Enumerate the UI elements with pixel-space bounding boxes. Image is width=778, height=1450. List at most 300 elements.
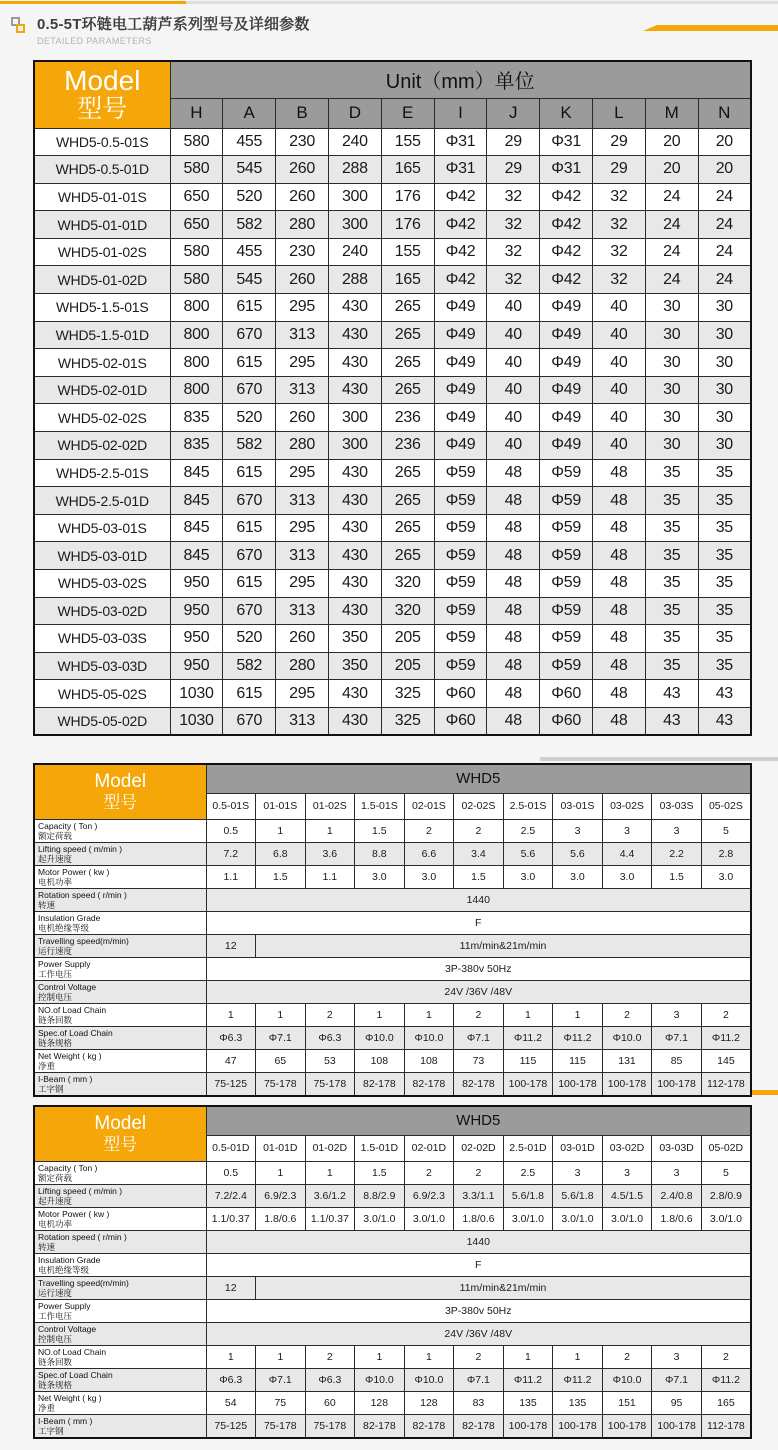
spec-cell: 3.4 <box>454 842 504 865</box>
dimension-cell: 35 <box>698 514 751 542</box>
dimension-cell: 35 <box>645 625 698 653</box>
page-title: 0.5-5T环链电工葫芦系列型号及详细参数 <box>37 16 310 33</box>
dimension-cell: 35 <box>698 459 751 487</box>
page-subtitle: DETAILED PARAMETERS <box>37 36 152 46</box>
spec-cell: 1.5 <box>652 865 702 888</box>
spec-cell: 0.5 <box>206 819 256 842</box>
spec-cell: 3.0 <box>503 865 553 888</box>
dimension-cell: 835 <box>170 432 223 460</box>
spec-cell: 100-178 <box>553 1072 603 1096</box>
dimension-cell: 40 <box>593 404 646 432</box>
dimension-column-header: M <box>645 98 698 128</box>
spec-row <box>34 1299 751 1322</box>
dimension-cell: 32 <box>593 266 646 294</box>
dimension-row <box>34 459 751 487</box>
model-cell: WHD5-01-02S <box>34 238 170 266</box>
spec-cell: 53 <box>305 1049 355 1072</box>
dimension-cell: 520 <box>223 183 276 211</box>
dimension-cell: 40 <box>487 349 540 377</box>
dimension-row <box>34 183 751 211</box>
spec-cell: 1 <box>256 819 306 842</box>
spec-cell: Φ10.0 <box>355 1368 405 1391</box>
dimension-cell: 48 <box>593 680 646 708</box>
dimension-cell: 48 <box>487 459 540 487</box>
dimension-column-header: I <box>434 98 487 128</box>
spec-cell: 151 <box>602 1391 652 1414</box>
spec-cell: Φ6.3 <box>305 1368 355 1391</box>
series-header-cell: WHD5 <box>206 764 751 793</box>
spec-cell: 128 <box>404 1391 454 1414</box>
spec-cell: Φ11.2 <box>553 1368 603 1391</box>
spec-cell: 5.6/1.8 <box>553 1184 603 1207</box>
spec-label-en: Capacity ( Ton ) <box>38 1162 98 1173</box>
dimension-cell: 580 <box>170 156 223 184</box>
dimension-cell: 24 <box>698 183 751 211</box>
spec-cell: 7.2 <box>206 842 256 865</box>
dimension-cell: 35 <box>645 652 698 680</box>
spec-cell: Φ7.1 <box>256 1368 306 1391</box>
spec-cell: 2.5 <box>503 1161 553 1184</box>
spec-cell: 73 <box>454 1049 504 1072</box>
dimension-column-header: K <box>540 98 593 128</box>
dimension-cell: 320 <box>381 597 434 625</box>
spec-label-en: Net Weight ( kg ) <box>38 1392 102 1403</box>
dimension-cell: 32 <box>487 211 540 239</box>
dimension-cell: Φ60 <box>434 680 487 708</box>
dimension-row <box>34 680 751 708</box>
dimension-cell: 670 <box>223 707 276 735</box>
dimension-cell: 313 <box>276 707 329 735</box>
spec-cell: 82-178 <box>454 1072 504 1096</box>
spec-row-label <box>34 1276 206 1299</box>
dimension-cell: 48 <box>593 625 646 653</box>
model-cell: WHD5-02-01S <box>34 349 170 377</box>
model-header-en: Model <box>64 64 141 96</box>
dimension-cell: 430 <box>328 570 381 598</box>
dimension-cell: Φ42 <box>434 238 487 266</box>
spec-cell: 7.2/2.4 <box>206 1184 256 1207</box>
dimension-cell: 48 <box>487 625 540 653</box>
model-cell: WHD5-02-01D <box>34 376 170 404</box>
dimension-cell: 35 <box>698 652 751 680</box>
dimension-cell: 35 <box>645 487 698 515</box>
spec-column-header: 1.5-01D <box>355 1135 405 1161</box>
spec-merged-cell: 3P-380v 50Hz <box>206 957 751 980</box>
spec-row-label <box>34 980 206 1003</box>
spec-column-header: 02-01S <box>404 793 454 819</box>
spec-cell: 3 <box>553 1161 603 1184</box>
dimension-cell: 43 <box>698 680 751 708</box>
spec-cell: 2.8 <box>701 842 751 865</box>
dimension-cell: 20 <box>698 156 751 184</box>
spec-column-header: 02-01D <box>404 1135 454 1161</box>
dimension-cell: 580 <box>170 128 223 156</box>
dimension-cell: 300 <box>328 183 381 211</box>
dimension-cell: Φ31 <box>434 128 487 156</box>
spec-row <box>34 1368 751 1391</box>
spec-cell: 2 <box>404 1161 454 1184</box>
spec-cell: 108 <box>355 1049 405 1072</box>
spec-cell: Φ10.0 <box>404 1368 454 1391</box>
dimension-cell: Φ59 <box>434 597 487 625</box>
spec-label-cn: 运行速度 <box>38 1287 73 1298</box>
spec-column-header: 05-02S <box>701 793 751 819</box>
dimension-cell: 48 <box>593 570 646 598</box>
spec-label-cn: 运行速度 <box>38 945 73 956</box>
model-cell: WHD5-05-02D <box>34 707 170 735</box>
spec-cell: Φ6.3 <box>305 1026 355 1049</box>
dimension-cell: Φ59 <box>434 487 487 515</box>
spec-cell: Φ7.1 <box>652 1026 702 1049</box>
spec-cell: 75-178 <box>256 1072 306 1096</box>
model-cell: WHD5-03-02D <box>34 597 170 625</box>
series-header-cell: WHD5 <box>206 1106 751 1135</box>
dimension-row <box>34 266 751 294</box>
model-cell: WHD5-0.5-01S <box>34 128 170 156</box>
spec-cell: 1.1/0.37 <box>206 1207 256 1230</box>
spec-label-cn: 电机功率 <box>38 876 73 887</box>
spec-row-label <box>34 842 206 865</box>
dimension-cell: 32 <box>487 266 540 294</box>
spec-cell: 1 <box>355 1345 405 1368</box>
spec-label-en: Spec.of Load Chain <box>38 1027 113 1038</box>
dimension-cell: 313 <box>276 487 329 515</box>
spec-merged-cell: 11m/min&21m/min <box>256 1276 751 1299</box>
dimension-cell: Φ60 <box>434 707 487 735</box>
dimension-cell: 455 <box>223 238 276 266</box>
spec-row-label <box>34 819 206 842</box>
dimension-row <box>34 570 751 598</box>
spec-cell: 3.0/1.0 <box>503 1207 553 1230</box>
model-cell: WHD5-02-02D <box>34 432 170 460</box>
spec-label-cn: 链条回数 <box>38 1356 73 1367</box>
spec-cell: 2 <box>701 1003 751 1026</box>
spec-row <box>34 1276 751 1299</box>
dimension-cell: 650 <box>170 211 223 239</box>
dimension-cell: 155 <box>381 128 434 156</box>
dimension-cell: 30 <box>698 404 751 432</box>
dimension-cell: Φ59 <box>540 597 593 625</box>
spec-cell: 1.5 <box>454 865 504 888</box>
dimension-cell: 260 <box>276 404 329 432</box>
dimension-cell: Φ60 <box>540 707 593 735</box>
spec-cell: 82-178 <box>355 1414 405 1438</box>
spec-cell: 1.1/0.37 <box>305 1207 355 1230</box>
spec-cell: Φ10.0 <box>602 1026 652 1049</box>
spec-cell: 1.8/0.6 <box>454 1207 504 1230</box>
spec-cell: Φ11.2 <box>503 1368 553 1391</box>
dimension-cell: Φ49 <box>540 432 593 460</box>
dimension-cell: Φ49 <box>434 294 487 322</box>
dimension-cell: 320 <box>381 570 434 598</box>
spec-label-cn: 工字钢 <box>38 1425 64 1436</box>
spec-cell: 1 <box>355 1003 405 1026</box>
spec-label-en: Spec.of Load Chain <box>38 1369 113 1380</box>
dimension-cell: Φ59 <box>540 625 593 653</box>
dimension-column-header: H <box>170 98 223 128</box>
dimension-cell: 580 <box>170 266 223 294</box>
spec-row-label <box>34 911 206 934</box>
spec-cell: 3.0 <box>701 865 751 888</box>
dimension-cell: 430 <box>328 680 381 708</box>
dimension-cell: 240 <box>328 128 381 156</box>
spec-cell: 8.8 <box>355 842 405 865</box>
spec-label-en: NO.of Load Chain <box>38 1346 107 1357</box>
spec-label-en: Motor Power ( kw ) <box>38 866 110 877</box>
spec-label-en: Control Voltage <box>38 1323 97 1334</box>
spec-row-label <box>34 1161 206 1184</box>
dimension-row <box>34 542 751 570</box>
dimension-cell: 582 <box>223 432 276 460</box>
spec-row <box>34 1026 751 1049</box>
spec-cell: 75-125 <box>206 1072 256 1096</box>
spec-column-header: 03-03D <box>652 1135 702 1161</box>
spec-row <box>34 1414 751 1438</box>
dimension-cell: 40 <box>487 321 540 349</box>
spec-merged-cell: 11m/min&21m/min <box>256 934 751 957</box>
spec-cell: 3.6/1.2 <box>305 1184 355 1207</box>
dimension-cell: Φ42 <box>434 211 487 239</box>
spec-row <box>34 842 751 865</box>
dimension-cell: Φ42 <box>540 183 593 211</box>
spec-column-header: 01-01S <box>256 793 306 819</box>
dimension-cell: Φ42 <box>540 266 593 294</box>
dimension-row <box>34 211 751 239</box>
dimension-cell: 1030 <box>170 680 223 708</box>
spec-cell: 100-178 <box>602 1414 652 1438</box>
dimension-cell: 650 <box>170 183 223 211</box>
dimension-cell: 236 <box>381 432 434 460</box>
spec-label-cn: 控制电压 <box>38 991 73 1002</box>
spec-cell: 128 <box>355 1391 405 1414</box>
dimension-cell: Φ31 <box>540 156 593 184</box>
dimension-cell: 48 <box>593 707 646 735</box>
dimension-cell: 40 <box>487 376 540 404</box>
spec-table-header-row <box>34 764 751 793</box>
spec-cell: 82-178 <box>355 1072 405 1096</box>
spec-column-header: 05-02D <box>701 1135 751 1161</box>
spec-cell: 2 <box>602 1003 652 1026</box>
model-header-cn: 型号 <box>103 1134 138 1154</box>
dimension-cell: 845 <box>170 459 223 487</box>
spec-cell: 1.1 <box>305 865 355 888</box>
spec-cell: 100-178 <box>553 1414 603 1438</box>
dimension-cell: 265 <box>381 349 434 377</box>
dimension-cell: 845 <box>170 487 223 515</box>
dimension-cell: Φ49 <box>540 404 593 432</box>
spec-cell: 1 <box>404 1345 454 1368</box>
dimension-cell: Φ59 <box>434 652 487 680</box>
dimension-cell: 32 <box>487 183 540 211</box>
spec-label-en: Travelling speed(m/min) <box>38 935 129 946</box>
spec-cell: 1.8/0.6 <box>652 1207 702 1230</box>
dimension-cell: Φ31 <box>540 128 593 156</box>
dimension-row <box>34 238 751 266</box>
spec-row <box>34 1049 751 1072</box>
model-cell: WHD5-0.5-01D <box>34 156 170 184</box>
dimension-cell: 280 <box>276 652 329 680</box>
dimension-cell: 580 <box>170 238 223 266</box>
spec-cell: 100-178 <box>503 1072 553 1096</box>
spec-label-cn: 转速 <box>38 899 56 910</box>
model-header-en: Model <box>94 1113 147 1135</box>
dimension-cell: Φ42 <box>540 211 593 239</box>
dimension-cell: 32 <box>487 238 540 266</box>
spec-cell: 2 <box>404 819 454 842</box>
dimension-cell: Φ49 <box>434 321 487 349</box>
dimension-cell: 313 <box>276 376 329 404</box>
spec-cell: 2.4/0.8 <box>652 1184 702 1207</box>
spec-cell: 1.5 <box>355 1161 405 1184</box>
spec-cell: 3.6 <box>305 842 355 865</box>
dimension-cell: 20 <box>645 156 698 184</box>
spec-row-label <box>34 934 206 957</box>
spec-label-en: Power Supply <box>38 1300 91 1311</box>
spec-row <box>34 1207 751 1230</box>
dimension-cell: 40 <box>593 349 646 377</box>
spec-cell: 3.0/1.0 <box>701 1207 751 1230</box>
dimension-cell: 35 <box>645 514 698 542</box>
spec-label-cn: 链条回数 <box>38 1014 73 1025</box>
dimension-cell: 24 <box>645 211 698 239</box>
spec-cell: 3 <box>602 1161 652 1184</box>
spec-label-cn: 电机绝缘等级 <box>38 922 90 933</box>
spec-cell: 2 <box>602 1345 652 1368</box>
spec-label-en: Control Voltage <box>38 981 97 992</box>
dimension-cell: 24 <box>698 266 751 294</box>
spec-cell: 47 <box>206 1049 256 1072</box>
dimension-cell: 325 <box>381 707 434 735</box>
spec-cell: 112-178 <box>701 1072 751 1096</box>
dimension-cell: 35 <box>645 570 698 598</box>
dimension-cell: 582 <box>223 652 276 680</box>
spec-cell: 82-178 <box>404 1072 454 1096</box>
dimension-cell: 430 <box>328 487 381 515</box>
dimension-row <box>34 597 751 625</box>
dimension-cell: 430 <box>328 597 381 625</box>
spec-label-en: Travelling speed(m/min) <box>38 1277 129 1288</box>
spec-cell: 145 <box>701 1049 751 1072</box>
spec-cell: 0.5 <box>206 1161 256 1184</box>
spec-cell: Φ7.1 <box>454 1026 504 1049</box>
dimension-cell: 48 <box>487 487 540 515</box>
dimension-row <box>34 376 751 404</box>
spec-cell: 2.8/0.9 <box>701 1184 751 1207</box>
spec-row-label <box>34 1049 206 1072</box>
spec-column-header: 01-02S <box>305 793 355 819</box>
spec-cell: 5.6/1.8 <box>503 1184 553 1207</box>
dimension-cell: 176 <box>381 183 434 211</box>
dimension-cell: 30 <box>645 349 698 377</box>
spec-row-label <box>34 1345 206 1368</box>
spec-column-header: 03-02D <box>602 1135 652 1161</box>
dimension-cell: 48 <box>593 597 646 625</box>
spec-row-label <box>34 1207 206 1230</box>
model-cell: WHD5-01-02D <box>34 266 170 294</box>
dimension-cell: 430 <box>328 514 381 542</box>
model-header-en: Model <box>94 771 147 793</box>
spec-cell: 75-178 <box>305 1414 355 1438</box>
dimension-cell: 280 <box>276 211 329 239</box>
dimension-cell: Φ49 <box>540 321 593 349</box>
model-cell: WHD5-03-01D <box>34 542 170 570</box>
spec-cell: Φ10.0 <box>404 1026 454 1049</box>
dimension-cell: 670 <box>223 376 276 404</box>
spec-cell: 3 <box>652 1161 702 1184</box>
spec-cell: 3.0 <box>404 865 454 888</box>
dimension-cell: 240 <box>328 238 381 266</box>
spec-column-header: 03-03S <box>652 793 702 819</box>
dimension-row <box>34 487 751 515</box>
dimension-cell: 40 <box>593 376 646 404</box>
dimension-cell: 300 <box>328 432 381 460</box>
model-cell: WHD5-03-03D <box>34 652 170 680</box>
spec-merged-cell: 24V /36V /48V <box>206 1322 751 1345</box>
dimension-cell: 48 <box>487 597 540 625</box>
dimension-cell: 230 <box>276 128 329 156</box>
dimension-cell: Φ59 <box>540 514 593 542</box>
spec-cell: 3.0/1.0 <box>355 1207 405 1230</box>
dimension-cell: Φ59 <box>540 487 593 515</box>
spec-cell: Φ11.2 <box>553 1026 603 1049</box>
spec-cell: 2 <box>454 1003 504 1026</box>
dimension-cell: 20 <box>645 128 698 156</box>
spec-label-en: Lifting speed ( m/min ) <box>38 1185 123 1196</box>
dimension-cell: 260 <box>276 183 329 211</box>
dimension-cell: Φ49 <box>540 376 593 404</box>
spec-cell: 3 <box>652 1003 702 1026</box>
dimension-row <box>34 156 751 184</box>
dimension-cell: 40 <box>593 294 646 322</box>
dimension-cell: 430 <box>328 294 381 322</box>
dimension-cell: 35 <box>698 625 751 653</box>
spec-cell: 2 <box>305 1345 355 1368</box>
spec-label-en: Net Weight ( kg ) <box>38 1050 102 1061</box>
spec-cell: 6.8 <box>256 842 306 865</box>
spec-cell: 95 <box>652 1391 702 1414</box>
orange-accent-line <box>643 25 778 31</box>
dimension-cell: 615 <box>223 294 276 322</box>
spec-cell: 3.0/1.0 <box>553 1207 603 1230</box>
dimension-cell: 295 <box>276 680 329 708</box>
dimension-cell: Φ49 <box>434 376 487 404</box>
spec-column-header: 02-02D <box>454 1135 504 1161</box>
spec-cell: 108 <box>404 1049 454 1072</box>
dimension-row <box>34 625 751 653</box>
dimension-cell: Φ42 <box>540 238 593 266</box>
dimension-cell: 29 <box>487 156 540 184</box>
dimension-cell: 265 <box>381 542 434 570</box>
spec-cell: 1 <box>305 1161 355 1184</box>
spec-row <box>34 888 751 911</box>
dimension-cell: 295 <box>276 570 329 598</box>
dimension-table <box>33 60 752 736</box>
spec-cell: 3.0/1.0 <box>602 1207 652 1230</box>
dimension-cell: 30 <box>645 376 698 404</box>
model-header-cn: 型号 <box>103 792 138 812</box>
spec-column-header: 03-01S <box>553 793 603 819</box>
spec-cell: 135 <box>553 1391 603 1414</box>
spec-cell: 65 <box>256 1049 306 1072</box>
dimension-cell: 155 <box>381 238 434 266</box>
spec-merged-cell: 1440 <box>206 888 751 911</box>
spec-cell: 54 <box>206 1391 256 1414</box>
dimension-cell: 29 <box>593 156 646 184</box>
dimension-cell: 800 <box>170 294 223 322</box>
spec-label-cn: 起升速度 <box>38 1195 73 1206</box>
spec-cell: 5 <box>701 1161 751 1184</box>
dimension-cell: 800 <box>170 321 223 349</box>
